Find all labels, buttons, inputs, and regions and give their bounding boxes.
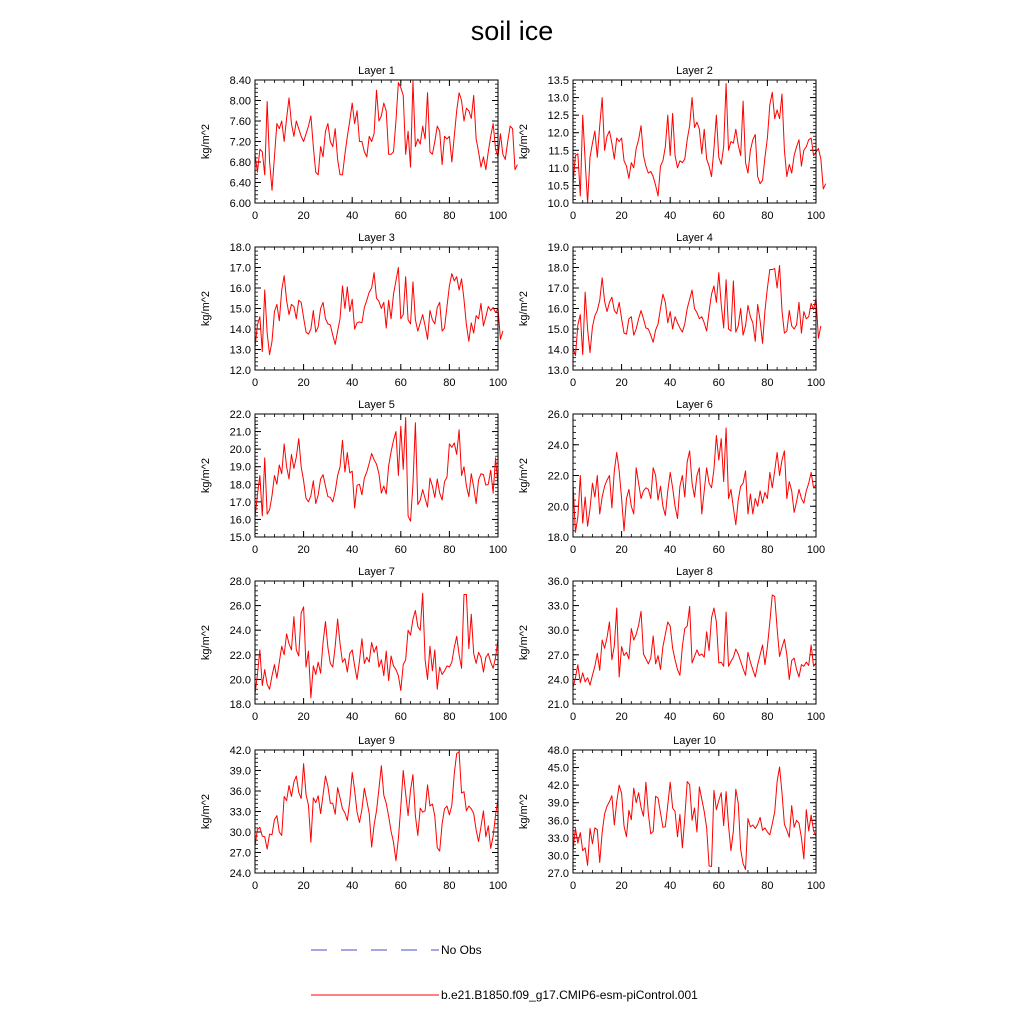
y-tick-label: 20.0 [229, 444, 251, 457]
y-tick-label: 6.40 [229, 177, 251, 190]
series-line [255, 593, 498, 698]
chart-title: Layer 4 [676, 232, 713, 244]
chart-title: Layer 9 [358, 735, 395, 747]
y-tick-label: 17.0 [229, 496, 251, 509]
y-tick-label: 33.0 [547, 832, 569, 845]
x-tick-label: 100 [488, 880, 508, 892]
chart-title: Layer 2 [676, 65, 713, 77]
x-tick-label: 0 [251, 210, 259, 222]
series-line [255, 418, 498, 522]
x-tick-label: 60 [394, 544, 407, 556]
plot-frame [255, 247, 498, 370]
y-tick-label: 6.80 [229, 157, 251, 169]
plot-frame [573, 581, 816, 704]
y-tick-label: 11.5 [548, 145, 569, 158]
chart-panel-3 [200, 232, 507, 389]
y-tick-label: 24.0 [547, 439, 569, 452]
y-tick-label: 14.0 [547, 344, 569, 357]
y-axis-label: kg/m^2 [200, 290, 212, 327]
y-tick-label: 30.0 [547, 625, 569, 638]
series-line [573, 265, 821, 355]
x-tick-label: 60 [394, 210, 407, 222]
x-tick-label: 100 [806, 880, 826, 892]
series-line [573, 595, 816, 688]
x-tick-label: 80 [443, 711, 456, 723]
y-tick-label: 22.0 [229, 409, 251, 421]
y-tick-label: 6.00 [229, 198, 251, 210]
y-axis-label: kg/m^2 [200, 793, 212, 830]
y-tick-label: 15.0 [229, 532, 251, 544]
page-title: soil ice [470, 16, 554, 46]
y-tick-label: 20.0 [229, 674, 251, 687]
series-line [255, 81, 517, 190]
y-tick-label: 33.0 [229, 806, 251, 819]
chart-panel-4 [518, 232, 825, 389]
y-tick-label: 42.0 [229, 745, 251, 757]
y-tick-label: 18.0 [229, 242, 251, 254]
chart-panel-7 [200, 566, 507, 723]
chart-panel-9 [200, 735, 507, 892]
y-tick-label: 21.0 [229, 426, 251, 439]
x-tick-label: 0 [569, 880, 577, 892]
x-tick-label: 80 [443, 544, 456, 556]
x-tick-label: 20 [615, 711, 628, 723]
series-line [573, 767, 816, 870]
y-tick-label: 7.20 [229, 136, 251, 149]
x-tick-label: 60 [712, 880, 725, 892]
y-tick-label: 22.0 [547, 470, 569, 483]
y-axis-label: kg/m^2 [200, 457, 212, 494]
y-tick-label: 16.0 [229, 514, 251, 527]
legend-model-line [311, 990, 441, 1000]
y-tick-label: 12.5 [547, 110, 569, 123]
y-tick-label: 13.0 [547, 92, 569, 105]
x-tick-label: 80 [443, 210, 456, 222]
chart-title: Layer 1 [358, 65, 395, 77]
x-tick-label: 40 [346, 880, 359, 892]
series-line [573, 84, 826, 203]
y-axis-label: kg/m^2 [200, 624, 212, 661]
x-tick-label: 100 [806, 544, 826, 556]
y-tick-label: 17.0 [547, 283, 569, 295]
x-tick-label: 40 [346, 711, 359, 723]
y-tick-label: 10.5 [547, 180, 569, 193]
y-tick-label: 18.0 [547, 532, 569, 544]
y-axis-label: kg/m^2 [518, 457, 530, 494]
y-tick-label: 13.0 [229, 344, 251, 357]
x-tick-label: 80 [761, 210, 774, 222]
y-axis-label: kg/m^2 [518, 793, 530, 830]
y-tick-label: 26.0 [229, 600, 251, 613]
y-tick-label: 19.0 [229, 461, 251, 474]
x-tick-label: 80 [443, 377, 456, 389]
x-tick-label: 20 [297, 210, 310, 222]
y-tick-label: 30.0 [547, 850, 569, 863]
x-tick-label: 80 [443, 880, 456, 892]
y-tick-label: 18.0 [547, 262, 569, 275]
y-tick-label: 13.0 [547, 365, 569, 377]
y-tick-label: 16.0 [229, 283, 251, 295]
chart-title: Layer 3 [358, 232, 395, 244]
y-tick-label: 12.0 [547, 127, 569, 140]
y-tick-label: 12.0 [229, 365, 251, 377]
y-axis-label: kg/m^2 [518, 123, 530, 160]
x-tick-label: 60 [394, 711, 407, 723]
y-tick-label: 27.0 [229, 847, 251, 860]
x-tick-label: 60 [712, 377, 725, 389]
y-tick-label: 24.0 [547, 674, 569, 687]
y-axis-label: kg/m^2 [200, 123, 212, 160]
x-tick-label: 40 [346, 377, 359, 389]
x-tick-label: 100 [488, 711, 508, 723]
y-tick-label: 48.0 [547, 745, 569, 757]
x-tick-label: 60 [394, 377, 407, 389]
y-tick-label: 14.0 [229, 324, 251, 336]
x-tick-label: 40 [346, 210, 359, 222]
x-tick-label: 20 [297, 711, 310, 723]
chart-title: Layer 8 [676, 566, 713, 578]
legend-obs-label: No Obs [441, 943, 482, 957]
y-tick-label: 36.0 [547, 815, 569, 828]
x-tick-label: 60 [712, 544, 725, 556]
x-tick-label: 0 [251, 711, 259, 723]
x-tick-label: 0 [569, 210, 577, 222]
chart-title: Layer 6 [676, 399, 713, 411]
x-tick-label: 20 [615, 544, 628, 556]
y-tick-label: 16.0 [547, 303, 569, 316]
y-tick-label: 22.0 [229, 649, 251, 662]
x-tick-label: 0 [569, 544, 577, 556]
chart-panel-10 [518, 735, 825, 892]
x-tick-label: 40 [664, 880, 677, 892]
x-tick-label: 80 [761, 544, 774, 556]
y-tick-label: 7.60 [229, 116, 251, 128]
y-tick-label: 19.0 [547, 242, 569, 254]
y-axis-label: kg/m^2 [518, 624, 530, 661]
y-tick-label: 30.0 [229, 827, 251, 839]
x-tick-label: 40 [664, 210, 677, 222]
chart-panel-6 [518, 399, 825, 556]
x-tick-label: 100 [488, 544, 508, 556]
x-tick-label: 100 [806, 711, 826, 723]
y-tick-label: 39.0 [229, 765, 251, 778]
y-tick-label: 42.0 [547, 780, 569, 793]
chart-panel-5 [200, 399, 507, 556]
x-tick-label: 40 [664, 711, 677, 723]
y-tick-label: 15.0 [229, 303, 251, 316]
x-tick-label: 40 [664, 377, 677, 389]
series-line [255, 268, 503, 355]
chart-panel-2 [518, 65, 826, 222]
y-tick-label: 11.0 [548, 162, 569, 175]
x-tick-label: 60 [712, 711, 725, 723]
x-tick-label: 20 [297, 880, 310, 892]
y-tick-label: 18.0 [229, 699, 251, 711]
y-tick-label: 24.0 [229, 868, 251, 880]
x-tick-label: 0 [251, 880, 259, 892]
y-tick-label: 39.0 [547, 797, 569, 810]
x-tick-label: 20 [615, 880, 628, 892]
legend-obs-line [311, 945, 441, 955]
x-tick-label: 0 [569, 377, 577, 389]
x-tick-label: 100 [806, 377, 826, 389]
x-tick-label: 100 [488, 210, 508, 222]
y-axis-label: kg/m^2 [518, 290, 530, 327]
x-tick-label: 20 [615, 210, 628, 222]
legend-model-label: b.e21.B1850.f09_g17.CMIP6-esm-piControl.001 [441, 988, 698, 1002]
y-tick-label: 15.0 [547, 324, 569, 336]
y-tick-label: 24.0 [229, 625, 251, 638]
x-tick-label: 40 [664, 544, 677, 556]
y-tick-label: 45.0 [547, 762, 569, 775]
x-tick-label: 20 [297, 544, 310, 556]
y-tick-label: 13.5 [547, 75, 569, 87]
x-tick-label: 40 [346, 544, 359, 556]
y-tick-label: 8.40 [229, 75, 251, 87]
y-tick-label: 21.0 [547, 699, 569, 711]
y-tick-label: 28.0 [229, 576, 251, 588]
y-tick-label: 33.0 [547, 600, 569, 613]
y-tick-label: 27.0 [547, 649, 569, 662]
x-tick-label: 20 [615, 377, 628, 389]
y-tick-label: 10.0 [547, 198, 569, 210]
chart-panel-1 [200, 65, 517, 222]
x-tick-label: 80 [761, 711, 774, 723]
chart-title: Layer 5 [358, 399, 395, 411]
x-tick-label: 0 [569, 711, 577, 723]
x-tick-label: 20 [297, 377, 310, 389]
plot-frame [573, 80, 816, 203]
plot-frame [255, 581, 498, 704]
y-tick-label: 8.00 [229, 95, 251, 108]
chart-title: Layer 10 [673, 735, 716, 747]
y-tick-label: 36.0 [547, 576, 569, 588]
series-line [573, 428, 816, 533]
x-tick-label: 100 [488, 377, 508, 389]
series-line [255, 752, 498, 861]
x-tick-label: 0 [251, 377, 259, 389]
chart-title: Layer 7 [358, 566, 395, 578]
x-tick-label: 60 [712, 210, 725, 222]
y-tick-label: 17.0 [229, 262, 251, 275]
y-tick-label: 18.0 [229, 479, 251, 492]
x-tick-label: 100 [806, 210, 826, 222]
y-tick-label: 36.0 [229, 786, 251, 798]
y-tick-label: 26.0 [547, 409, 569, 421]
x-tick-label: 80 [761, 880, 774, 892]
y-tick-label: 27.0 [547, 868, 569, 880]
x-tick-label: 80 [761, 377, 774, 389]
x-tick-label: 60 [394, 880, 407, 892]
x-tick-label: 0 [251, 544, 259, 556]
chart-panel-8 [518, 566, 825, 723]
y-tick-label: 20.0 [547, 501, 569, 514]
